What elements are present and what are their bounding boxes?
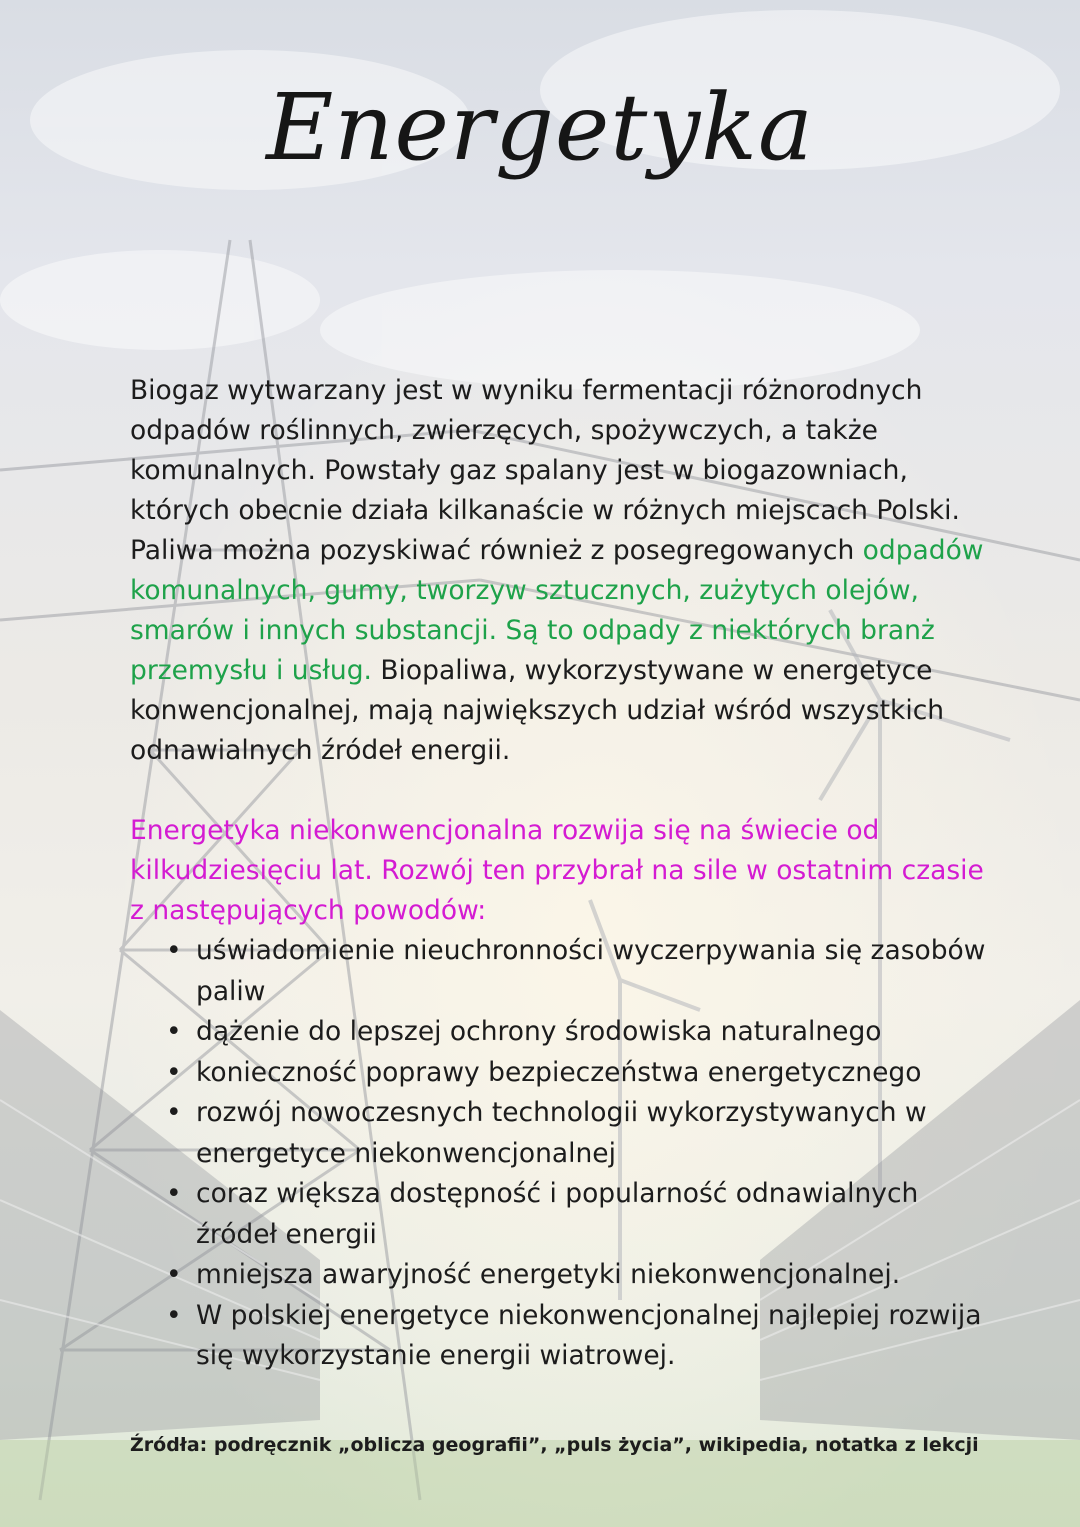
biofuel-text: Biopaliwa, wykorzystywane w energetyce konwencjonalnej, mają największych udział wśród wszystkich odnawialnych źródeł energii. — [130, 655, 945, 766]
bullet-icon: • — [166, 1097, 182, 1128]
biogas-highlight: odpadów komunalnych, gumy, tworzyw sztucznych, zużytych olejów, smarów i innych substancji. Są to odpady z niektórych branż przemysłu i usług. — [130, 535, 984, 686]
bullet-icon: • — [166, 1016, 182, 1047]
unconventional-energy-intro: Energetyka niekonwencjonalna rozwija się na świecie od kilkudziesięciu lat. Rozwój ten przybrał na sile w ostatnim czasie z następujących powodów: — [130, 815, 984, 926]
bullet-icon: • — [166, 1178, 182, 1209]
list-item: • coraz większa dostępność i popularność odnawialnych źródeł energii — [130, 1174, 990, 1255]
bullet-icon: • — [166, 1056, 182, 1088]
list-item: • mniejsza awaryjność energetyki niekonwencjonalnej. — [130, 1255, 990, 1296]
bullet-icon: • — [166, 1259, 182, 1290]
reasons-list — [130, 931, 990, 1377]
biogas-text: Biogaz wytwarzany jest w wyniku fermentacji różnorodnych odpadów roślinnych, zwierzęcych, spożywczych, a także komunalnych. Powstały gaz spalany jest w biogazowniach, których obecnie działa kilkanaście w różnych miejscach Polski. Paliwa można pozyskiwać również z posegregowanych — [130, 375, 960, 566]
sources-footnote: Źródła: podręcznik „oblicza geografii”, „puls życia”, wikipedia, notatka z lekcji — [130, 1434, 979, 1456]
list-item: • dążenie do lepszej ochrony środowiska naturalnego — [130, 1012, 990, 1053]
biogas-paragraph — [130, 371, 990, 771]
list-item: • W polskiej energetyce niekonwencjonalnej najlepiej rozwija się wykorzystanie energii wiatrowej. — [130, 1296, 990, 1377]
bullet-icon: • — [166, 1299, 182, 1331]
list-item: • uświadomienie nieuchronności wyczerpywania się zasobów paliw — [130, 931, 990, 1012]
list-item: • konieczność poprawy bezpieczeństwa energetycznego — [130, 1053, 990, 1094]
page-title: Energetyka — [266, 74, 814, 181]
bullet-icon: • — [166, 935, 182, 966]
list-item: • rozwój nowoczesnych technologii wykorzystywanych w energetyce niekonwencjonalnej — [130, 1093, 990, 1174]
